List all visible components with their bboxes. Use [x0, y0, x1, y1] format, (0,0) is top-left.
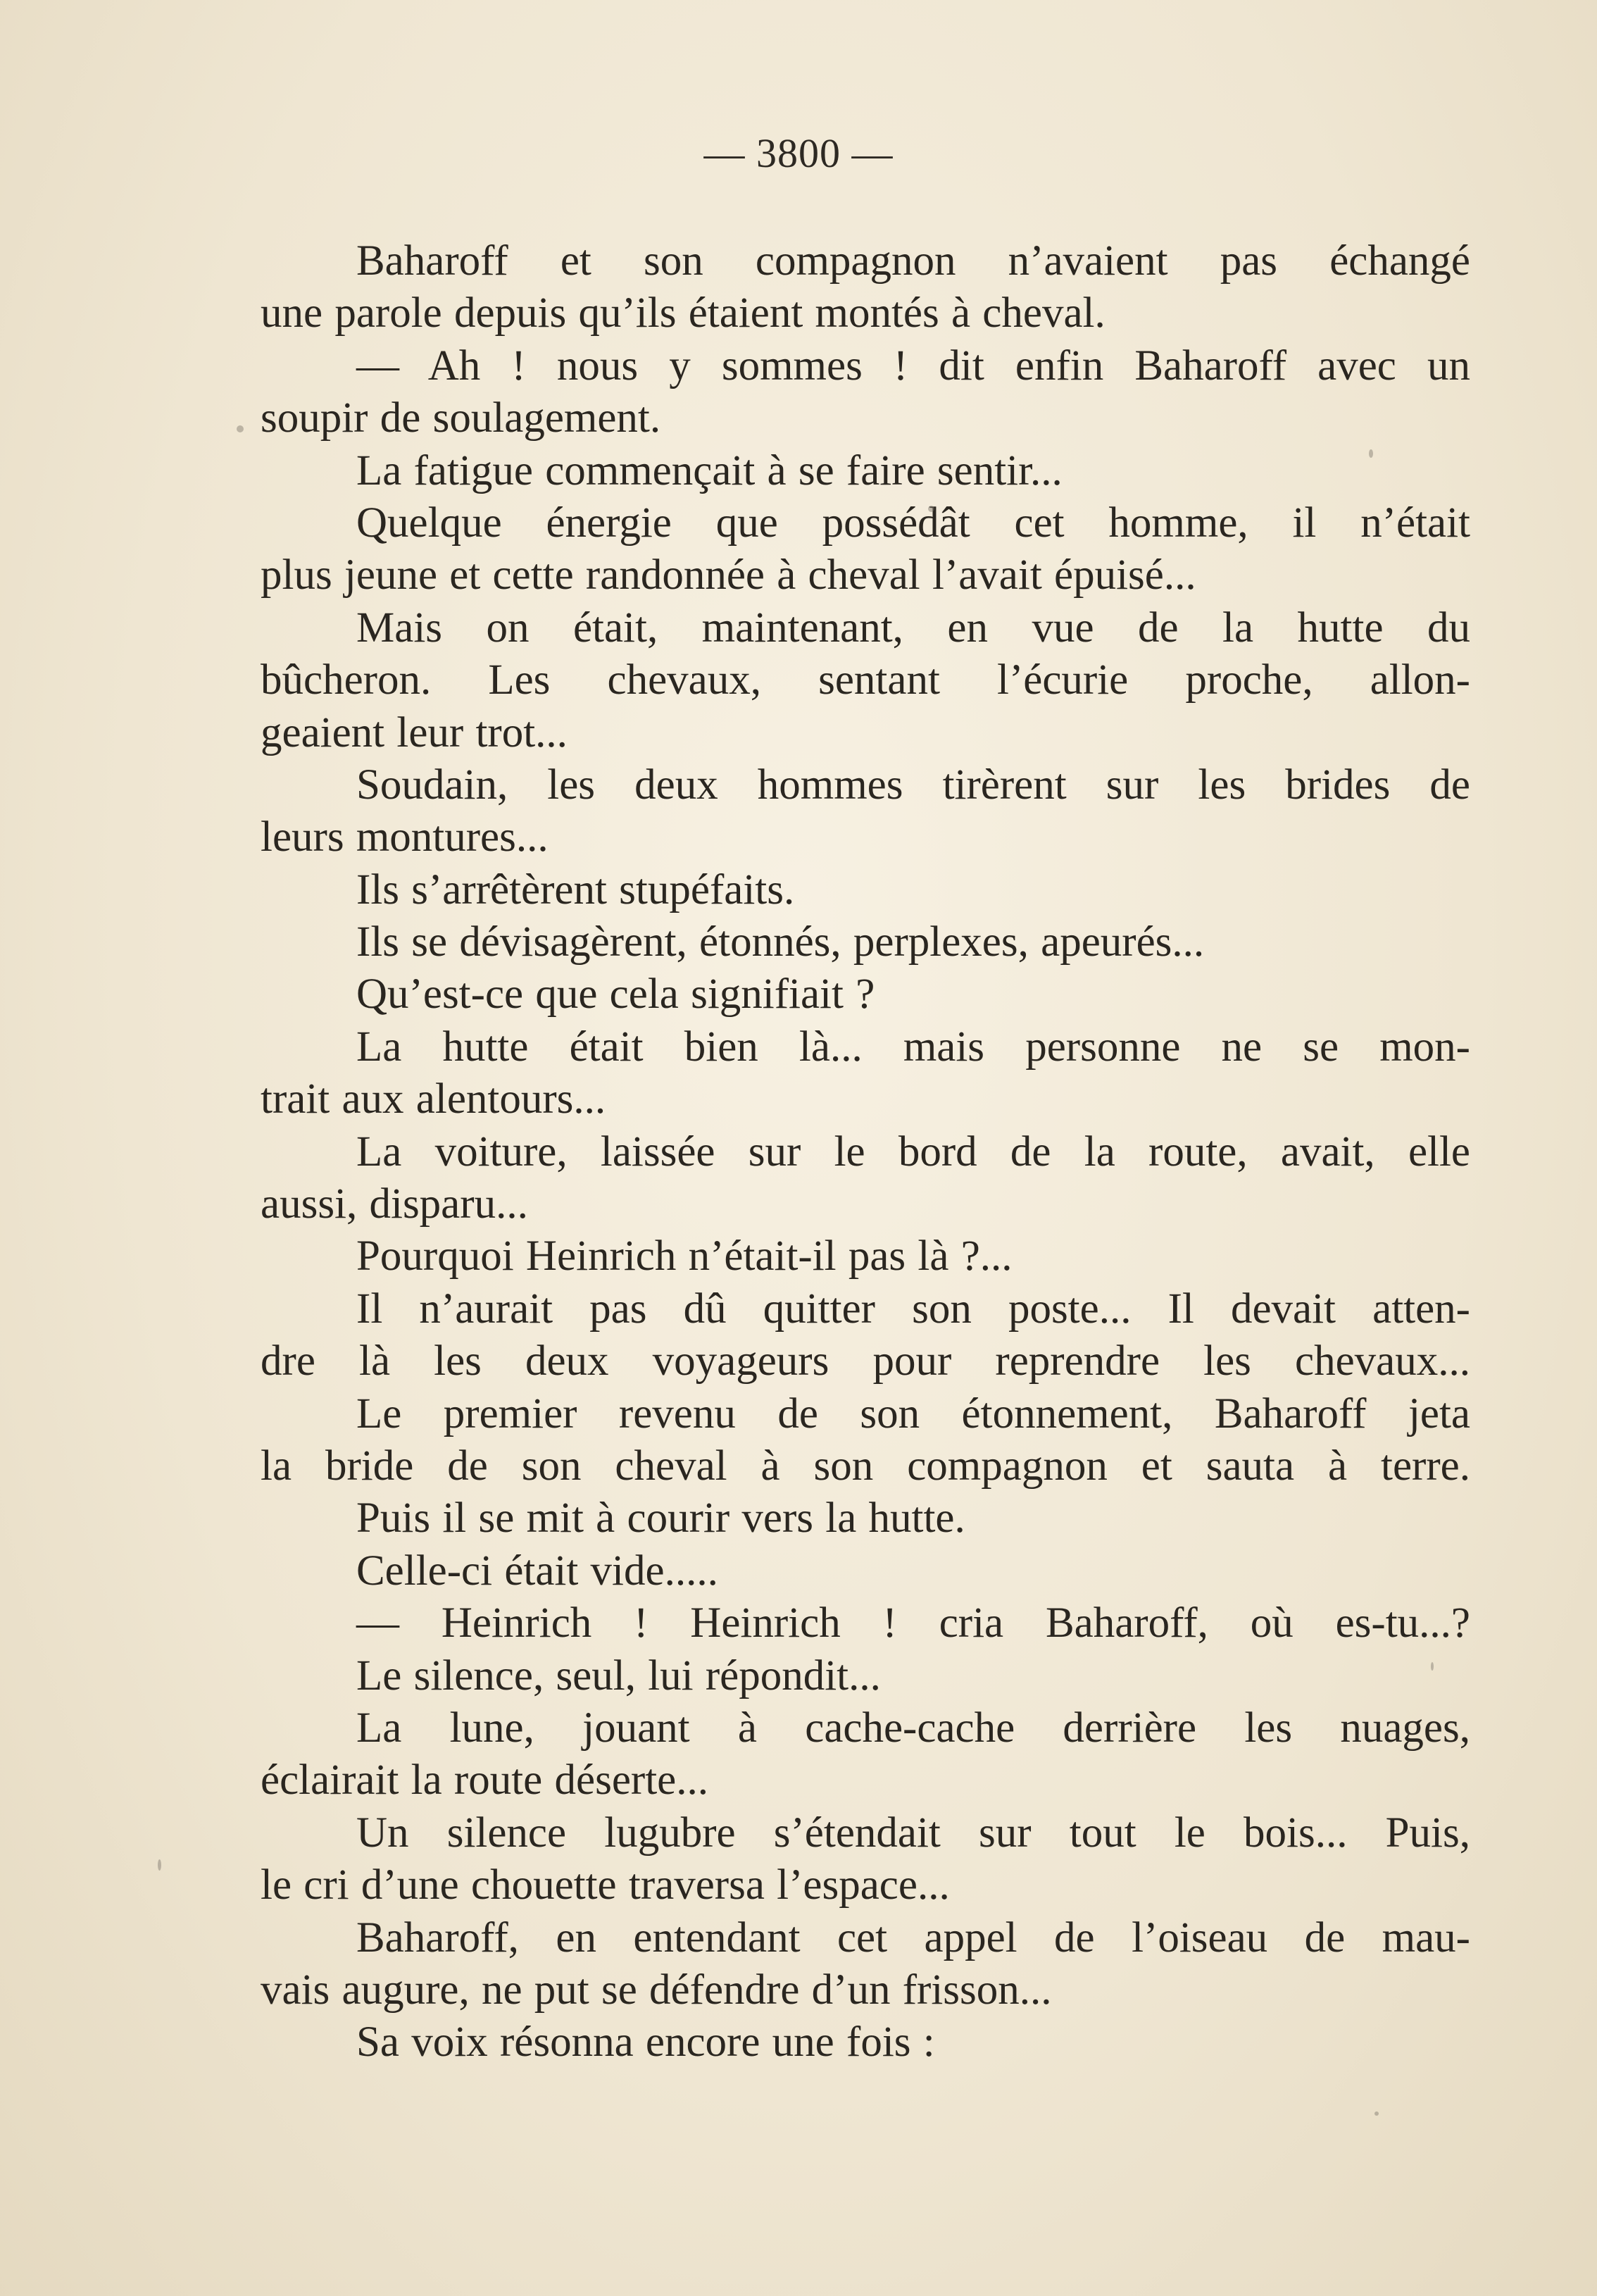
text-line: La voiture, laissée sur le bord de la route, avait, elle: [356, 1128, 1470, 1175]
text-line: Ils s’arrêtèrent stupéfaits.: [356, 866, 795, 913]
text-line: Celle-ci était vide.....: [356, 1547, 718, 1595]
text-line: aussi, disparu...: [261, 1180, 528, 1228]
ink-speck: [237, 425, 244, 432]
paragraph: [261, 340, 1470, 445]
text-line: Un silence lugubre s’étendait sur tout le bois... Puis,: [356, 1809, 1470, 1857]
paragraph: [261, 1388, 1470, 1493]
text-line: Baharoff, en entendant cet appel de l’oiseau de mau-: [356, 1914, 1470, 1961]
paragraph: [261, 445, 1470, 497]
text-line: Quelque énergie que possédât cet homme, il n’était: [356, 499, 1470, 547]
ink-speck: [1431, 1662, 1434, 1671]
paragraph: [261, 497, 1470, 602]
text-line: Baharoff et son compagnon n’avaient pas échangé: [356, 237, 1470, 285]
ink-speck: [1374, 2111, 1379, 2116]
text-line: plus jeune et cette randonnée à cheval l’avait épuisé...: [261, 551, 1196, 599]
text-line: — Heinrich ! Heinrich ! cria Baharoff, où es-tu...?: [356, 1599, 1470, 1647]
paragraph: [261, 2016, 1470, 2069]
text-line: geaient leur trot...: [261, 709, 568, 756]
paragraph: [261, 1912, 1470, 2017]
paragraph: [261, 1545, 1470, 1597]
text-line: vais augure, ne put se défendre d’un frisson...: [261, 1966, 1052, 2014]
paragraph: [261, 968, 1470, 1021]
paragraph: [261, 1650, 1470, 1702]
text-line: Le silence, seul, lui répondit...: [356, 1652, 881, 1699]
text-line: Sa voix résonna encore une fois :: [356, 2019, 935, 2066]
text-line: Soudain, les deux hommes tirèrent sur les brides de: [356, 761, 1470, 809]
paragraph: [261, 864, 1470, 916]
text-line: Qu’est-ce que cela signifiait ?: [356, 971, 875, 1018]
paragraph: [261, 759, 1470, 864]
paragraph: [261, 602, 1470, 759]
paragraph: [261, 1126, 1470, 1231]
text-line: bûcheron. Les chevaux, sentant l’écurie proche, allon-: [261, 656, 1470, 704]
text-line: la bride de son cheval à son compagnon et sauta à terre.: [261, 1442, 1470, 1490]
paragraph: [261, 1597, 1470, 1649]
text-line: La hutte était bien là... mais personne ne se mon-: [356, 1023, 1470, 1071]
paragraph: [261, 1702, 1470, 1807]
text-line: leurs montures...: [261, 813, 549, 861]
body-text: [261, 235, 1470, 2069]
text-line: Ils se dévisagèrent, étonnés, perplexes, apeurés...: [356, 918, 1205, 966]
paragraph: [261, 235, 1470, 340]
text-line: La lune, jouant à cache-cache derrière les nuages,: [356, 1704, 1470, 1752]
text-line: Puis il se mit à courir vers la hutte.: [356, 1495, 965, 1542]
paragraph: [261, 1021, 1470, 1126]
text-line: une parole depuis qu’ils étaient montés à cheval.: [261, 289, 1106, 337]
ink-speck: [158, 1859, 161, 1871]
paragraph: [261, 1492, 1470, 1545]
paragraph: [261, 1807, 1470, 1912]
text-line: éclairait la route déserte...: [261, 1757, 708, 1804]
text-line: dre là les deux voyageurs pour reprendre les chevaux...: [261, 1337, 1470, 1385]
text-line: Le premier revenu de son étonnement, Baharoff jeta: [356, 1390, 1470, 1437]
ink-speck: [1369, 449, 1373, 458]
page-number: — 3800 —: [703, 130, 894, 176]
paragraph: [261, 916, 1470, 968]
text-line: le cri d’une chouette traversa l’espace...: [261, 1861, 950, 1909]
text-line: trait aux alentours...: [261, 1075, 606, 1123]
ink-speck: [928, 506, 934, 512]
text-line: — Ah ! nous y sommes ! dit enfin Baharoff avec un: [356, 342, 1470, 389]
text-line: Pourquoi Heinrich n’était-il pas là ?...: [356, 1233, 1013, 1280]
text-line: Il n’aurait pas dû quitter son poste... Il devait atten-: [356, 1285, 1470, 1333]
text-line: soupir de soulagement.: [261, 394, 661, 442]
text-line: Mais on était, maintenant, en vue de la hutte du: [356, 604, 1470, 651]
paragraph: [261, 1283, 1470, 1388]
text-line: La fatigue commençait à se faire sentir...: [356, 447, 1063, 494]
paragraph: [261, 1230, 1470, 1283]
